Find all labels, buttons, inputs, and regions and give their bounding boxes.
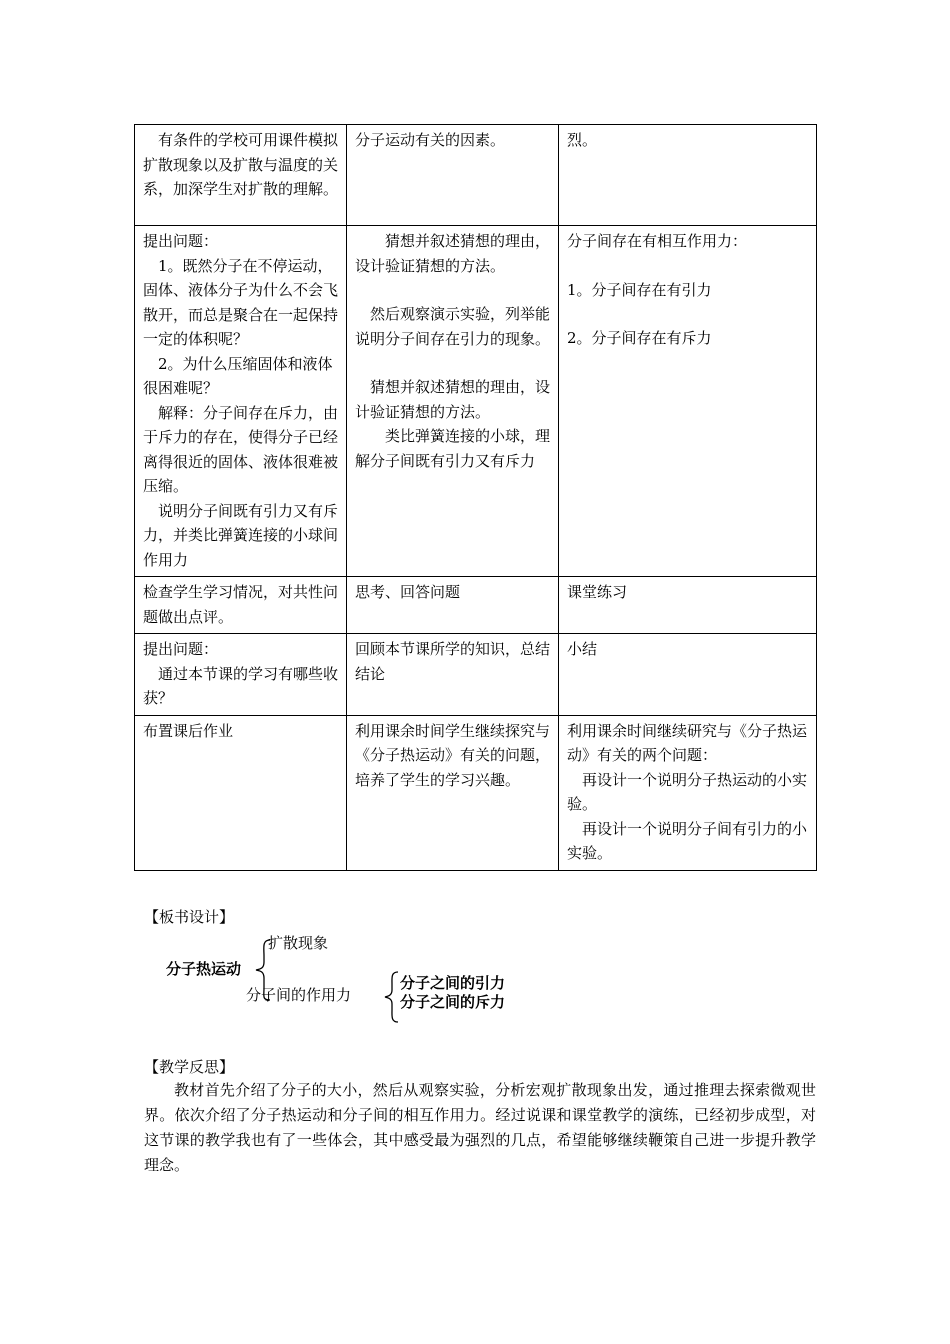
design-cell [559,715,817,870]
cell-text: 再设计一个说明分子热运动的小实验。 [567,770,808,813]
board-sub-attraction: 分子之间的引力 [400,974,506,992]
design-cell [559,634,817,716]
cell-text: 说明分子间既有引力又有斥力，并类比弹簧连接的小球间作用力 [143,501,339,569]
cell-text: 分子间存在有相互作用力： [567,232,748,250]
design-cell [559,577,817,634]
cell-text: 利用课余时间学生继续探究与《分子热运动》有关的问题，培养了学生的学习兴趣。 [355,721,551,789]
lesson-table [134,124,817,871]
teacher-cell [135,125,347,226]
student-cell [347,577,559,634]
cell-text: 课堂练习 [567,583,628,601]
table-row [135,226,817,577]
student-cell [347,226,559,577]
reflection-body [144,1078,816,1178]
student-cell [347,715,559,870]
cell-text: 1。既然分子在不停运动，固体、液体分子为什么不会飞散开，而总是聚合在一起保持一定的体积呢？ [143,256,339,348]
board-root: 分子热运动 [166,960,242,978]
cell-text: 分子运动有关的因素。 [355,131,506,149]
cell-text: 猜想并叙述猜想的理由，设计验证猜想的方法。 [355,378,551,421]
student-cell [347,125,559,226]
board-sub-repulsion: 分子之间的斥力 [400,993,506,1011]
reflection-text: 教材首先介绍了分子的大小，然后从观察实验，分析宏观扩散现象出发，通过推理去探索微观世界。依次介绍了分子热运动和分子间的相互作用力。经过说课和课堂教学的演练，已经初步成型，对这节课的教学我也有了一些体会，其中感受最为强烈的几点，希望能够继续鞭策自己进一步提升教学理念。 [144,1081,816,1174]
design-cell [559,125,817,226]
cell-text: 2。为什么压缩固体和液体很困难呢？ [143,354,333,397]
cell-text: 思考、回答问题 [355,583,461,601]
reflection-heading: 【教学反思】 [144,1058,235,1076]
cell-text: 提出问题： [143,640,219,658]
cell-text: 然后观察演示实验，列举能说明分子间存在引力的现象。 [355,305,551,348]
board-design-heading: 【板书设计】 [144,908,235,926]
board-branch-diffusion: 扩散现象 [268,934,329,952]
student-cell [347,634,559,716]
table-row [135,634,817,716]
teacher-cell [135,715,347,870]
cell-text: 烈。 [567,131,598,149]
cell-text: 解释：分子间存在斥力，由于斥力的存在，使得分子已经离得很近的固体、液体很难被压缩。 [143,403,339,495]
cell-text: 小结 [567,640,598,658]
cell-text: 2。分子间存在有斥力 [567,329,712,347]
cell-text: 布置课后作业 [143,721,234,740]
cell-text: 猜想并叙述猜想的理由，设计验证猜想的方法。 [355,232,551,275]
teacher-cell [135,634,347,716]
design-cell [559,226,817,577]
table-row [135,715,817,870]
cell-text: 检查学生学习情况，对共性问题做出点评。 [143,583,339,626]
cell-text: 利用课余时间继续研究与《分子热运动》有关的两个问题： [567,721,808,764]
cell-text: 通过本节课的学习有哪些收获？ [143,664,339,707]
teacher-cell [135,577,347,634]
table-row [135,577,817,634]
cell-text: 1。分子间存在有引力 [567,280,712,299]
board-branch-force: 分子间的作用力 [246,986,352,1004]
cell-text: 类比弹簧连接的小球，理解分子间既有引力又有斥力 [355,427,551,470]
cell-text: 提出问题： [143,232,219,250]
teacher-cell [135,226,347,577]
cell-text: 再设计一个说明分子间有引力的小实验。 [567,819,808,862]
brace-icon [382,970,400,1024]
table-row [135,125,817,226]
cell-text: 有条件的学校可用课件模拟扩散现象以及扩散与温度的关系，加深学生对扩散的理解。 [143,131,339,198]
cell-text: 回顾本节课所学的知识，总结结论 [355,640,551,683]
